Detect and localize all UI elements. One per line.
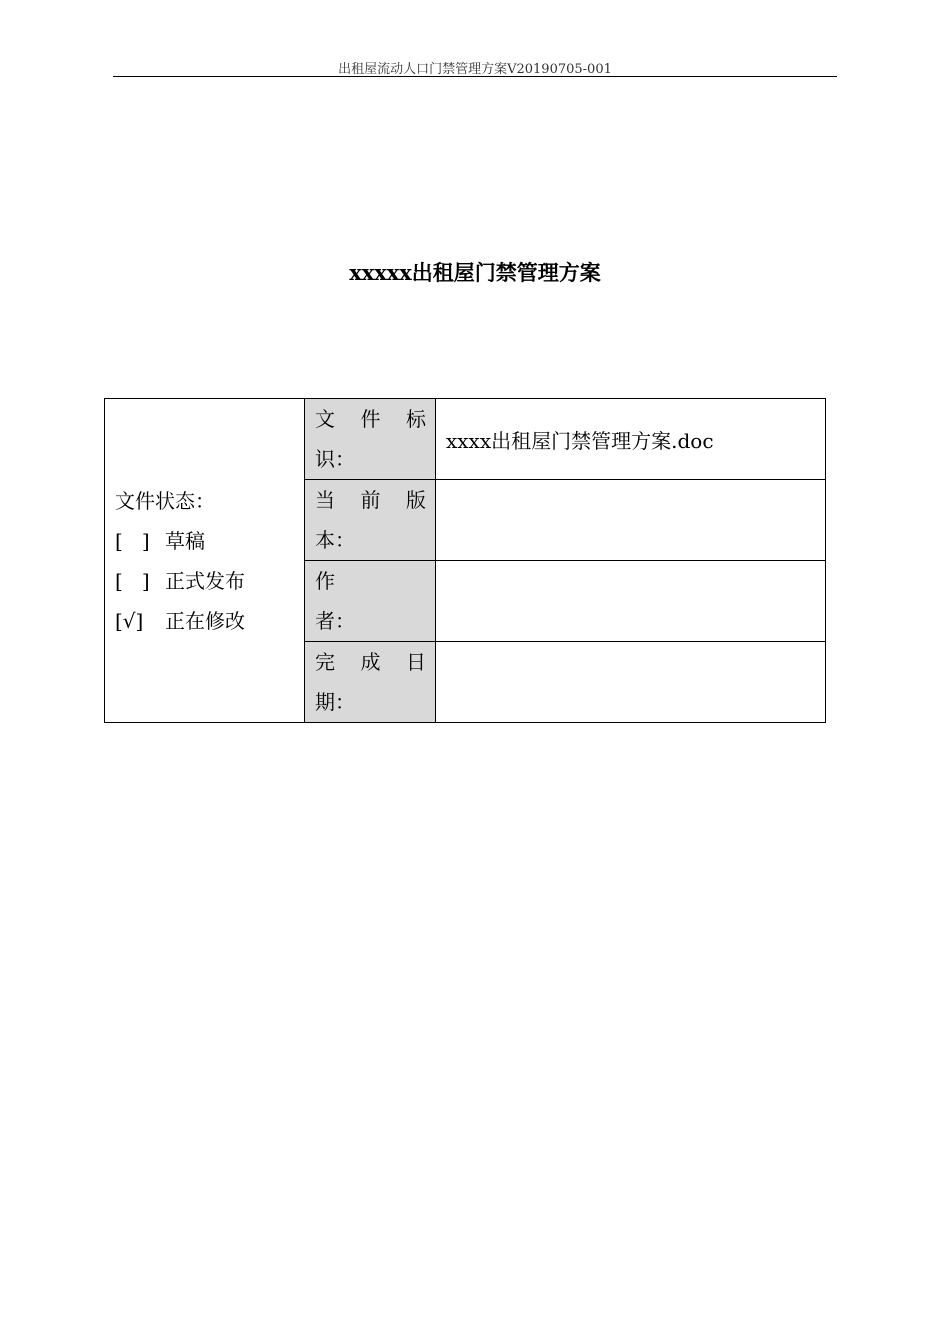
- label-file-id: 文 件 标 识：: [305, 399, 436, 480]
- label-completion-date: 完 成 日 期：: [305, 642, 436, 723]
- status-option-label: 草稿: [165, 528, 205, 553]
- file-status-cell: [105, 399, 305, 723]
- status-option-draft: [115, 521, 304, 561]
- value-completion-date: [436, 642, 826, 723]
- value-file-id: xxxx出租屋门禁管理方案.doc: [436, 399, 826, 480]
- value-author: [436, 561, 826, 642]
- label-current-version: 当 前 版 本：: [305, 480, 436, 561]
- status-option-editing: [115, 601, 304, 641]
- status-option-label: 正在修改: [165, 608, 245, 633]
- table-row: [105, 399, 826, 480]
- checkbox-mark: [ ]: [115, 568, 150, 593]
- status-option-published: [115, 561, 304, 601]
- status-option-label: 正式发布: [165, 568, 245, 593]
- value-current-version: [436, 480, 826, 561]
- document-info-table: [104, 398, 826, 723]
- checkbox-mark: [√]: [115, 608, 144, 633]
- label-author: 作 者：: [305, 561, 436, 642]
- document-title: xxxxx出租屋门禁管理方案: [349, 260, 601, 285]
- running-header: 出租屋流动人口门禁管理方案V20190705-001: [338, 62, 612, 77]
- checkbox-mark: [ ]: [115, 528, 150, 553]
- header-divider: [113, 76, 837, 77]
- file-status-heading: 文件状态：: [115, 488, 215, 513]
